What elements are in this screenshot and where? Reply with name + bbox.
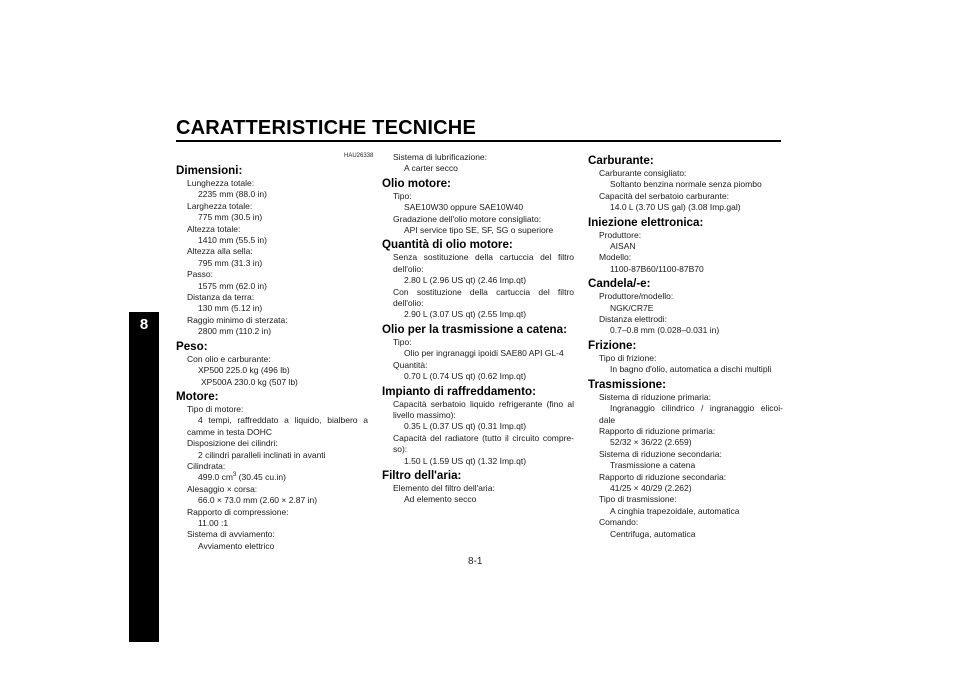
spec-label: Disposizione dei cilindri: [187, 438, 278, 449]
spec-label: Senza sostituzione della cartuccia del filtro [393, 252, 574, 263]
spec-label: Passo: [187, 269, 213, 280]
spec-label: Con sostituzione della cartuccia del filtro [393, 286, 574, 297]
spec-value: 41/25 × 40/29 (2.262) [610, 482, 692, 493]
section-heading-trasmissione: Trasmissione: [588, 377, 666, 391]
spec-label: Rapporto di riduzione secondaria: [599, 471, 727, 482]
spec-label: Tipo: [393, 190, 412, 201]
spec-label: Sistema di riduzione primaria: [599, 391, 711, 402]
spec-label: Elemento del filtro dell'aria: [393, 482, 495, 493]
spec-value: AISAN [610, 241, 636, 252]
section-heading-frizione: Frizione: [588, 338, 637, 352]
spec-value: 1.50 L (1.59 US qt) (1.32 Imp.qt) [404, 455, 527, 466]
spec-label: Comando: [599, 517, 639, 528]
spec-label: dell'olio: [393, 298, 424, 309]
spec-value: 775 mm (30.5 in) [198, 212, 263, 223]
spec-label: Alesaggio × corsa: [187, 483, 258, 494]
spec-value: camme in testa DOHC [187, 426, 273, 437]
spec-value: SAE10W30 oppure SAE10W40 [404, 202, 524, 213]
spec-value: dale [599, 414, 616, 425]
spec-value: 2 cilindri paralleli inclinati in avanti [198, 449, 326, 460]
section-heading-quantita-olio: Quantità di olio motore: [382, 238, 513, 252]
column-3 [588, 152, 783, 540]
section-heading-carburante: Carburante: [588, 154, 654, 167]
spec-value: 2800 mm (110.2 in) [198, 326, 272, 337]
spec-label: Larghezza totale: [187, 200, 253, 211]
spec-value: 4 tempi, raffreddato a liquido, bialbero a [198, 415, 368, 426]
spec-label: Quantità: [393, 359, 428, 370]
spec-value: Soltanto benzina normale senza piombo [610, 179, 762, 190]
spec-value: 795 mm (31.3 in) [198, 257, 263, 268]
spec-label: Capacità serbatoio liquido refrigerante (fino al [393, 398, 574, 409]
spec-value: 0.35 L (0.37 US qt) (0.31 Imp.qt) [404, 421, 527, 432]
spec-value: 1410 mm (55.5 in) [198, 235, 267, 246]
spec-value: In bagno d'olio, automatica a dischi multipli [610, 364, 772, 375]
page-number: 8-1 [468, 556, 483, 567]
spec-label: Sistema di lubrificazione: [393, 152, 488, 162]
spec-label: Distanza elettrodi: [599, 314, 668, 325]
column-2 [382, 152, 574, 506]
page-title: CARATTERISTICHE TECNICHE [176, 117, 476, 139]
spec-value: Avviamento elettrico [198, 540, 275, 551]
spec-label: Rapporto di compressione: [187, 506, 289, 517]
chapter-tab [129, 312, 159, 642]
spec-value: 66.0 × 73.0 mm (2.60 × 2.87 in) [198, 495, 318, 506]
spec-value: 52/32 × 36/22 (2.659) [610, 437, 692, 448]
spec-label: Rapporto di riduzione primaria: [599, 425, 716, 436]
spec-value: XP500 225.0 kg (496 lb) [198, 365, 290, 376]
spec-value: 0.7–0.8 mm (0.028–0.031 in) [610, 325, 720, 336]
spec-value: Ad elemento secco [404, 494, 477, 505]
spec-label: Tipo di motore: [187, 403, 244, 414]
spec-value: Olio per ingranaggi ipoidi SAE80 API GL-4 [404, 348, 564, 359]
section-heading-olio-motore: Olio motore: [382, 176, 451, 190]
spec-value: XP500A 230.0 kg (507 lb) [201, 376, 298, 387]
spec-label: Sistema di riduzione secondaria: [599, 448, 722, 459]
spec-value: API service tipo SE, SF, SG o superiore [404, 225, 554, 236]
spec-label: Produttore/modello: [599, 291, 674, 302]
spec-label: Cilindrata: [187, 460, 226, 471]
spec-value: Trasmissione a catena [610, 460, 696, 471]
spec-value: 130 mm (5.12 in) [198, 303, 263, 314]
section-heading-iniezione: Iniezione elettronica: [588, 215, 704, 229]
document-code: HAU26338 [344, 153, 374, 159]
spec-label: Raggio minimo di sterzata: [187, 314, 288, 325]
section-heading-olio-catena: Olio per la trasmissione a catena: [382, 322, 567, 336]
spec-label: Modello: [599, 252, 632, 263]
section-heading-dimensioni: Dimensioni: [176, 164, 243, 177]
spec-value-cilindrata: 499.0 $cm^3$ (30.45 cu.in) [198, 472, 286, 483]
spec-value: A carter secco [404, 163, 458, 174]
section-heading-raffreddamento: Impianto di raffreddamento: [382, 384, 536, 398]
spec-value: 2.90 L (3.07 US qt) (2.55 Imp.qt) [404, 309, 527, 320]
spec-label: Con olio e carburante: [187, 353, 271, 364]
spec-label: Tipo di trasmissione: [599, 494, 677, 505]
spec-label: livello massimo): [393, 409, 456, 420]
spec-label: Lunghezza totale: [187, 178, 255, 188]
spec-label: Capacità del radiatore (tutto il circuito compre- [393, 432, 574, 443]
spec-value: 1100-87B60/1100-87B70 [610, 263, 704, 274]
section-heading-motore: Motore: [176, 389, 219, 403]
chapter-number: 8 [139, 316, 149, 333]
spec-label: Produttore: [599, 229, 642, 240]
spec-label: Distanza da terra: [187, 292, 255, 303]
section-heading-filtro-aria: Filtro dell'aria: [382, 468, 462, 482]
spec-label: Altezza alla sella: [187, 246, 253, 257]
spec-label: Capacità del serbatoio carburante: [599, 190, 729, 201]
spec-label: dell'olio: [393, 263, 424, 274]
spec-value: A cinghia trapezoidale, automatica [610, 505, 740, 516]
spec-label: Tipo: [393, 336, 412, 347]
spec-label: Altezza totale: [187, 223, 241, 234]
spec-label: Tipo di frizione: [599, 352, 657, 363]
spec-value: Ingranaggio cilindrico / ingranaggio elicoi- [610, 403, 783, 414]
section-heading-candela: Candela/-e: [588, 277, 651, 291]
spec-value: 14.0 L (3.70 US gal) (3.08 Imp.gal) [610, 202, 741, 213]
section-heading-peso: Peso: [176, 339, 208, 353]
spec-value: NGK/CR7E [610, 302, 654, 313]
spec-value: 1575 mm (62.0 in) [198, 280, 267, 291]
spec-value: Centrifuga, automatica [610, 528, 696, 539]
spec-value: 11.00 :1 [198, 517, 229, 528]
title-rule [176, 140, 781, 142]
spec-label: Gradazione dell'olio motore consigliato: [393, 213, 542, 224]
column-1 [176, 162, 368, 552]
spec-label: Carburante consigliato: [599, 168, 687, 178]
spec-label: so): [393, 444, 408, 455]
spec-label: Sistema di avviamento: [187, 529, 275, 540]
spec-value: 2.80 L (2.96 US qt) (2.46 Imp.qt) [404, 275, 527, 286]
spec-value: 0.70 L (0.74 US qt) (0.62 Imp.qt) [404, 371, 527, 382]
spec-value: 2235 mm (88.0 in) [198, 189, 267, 200]
